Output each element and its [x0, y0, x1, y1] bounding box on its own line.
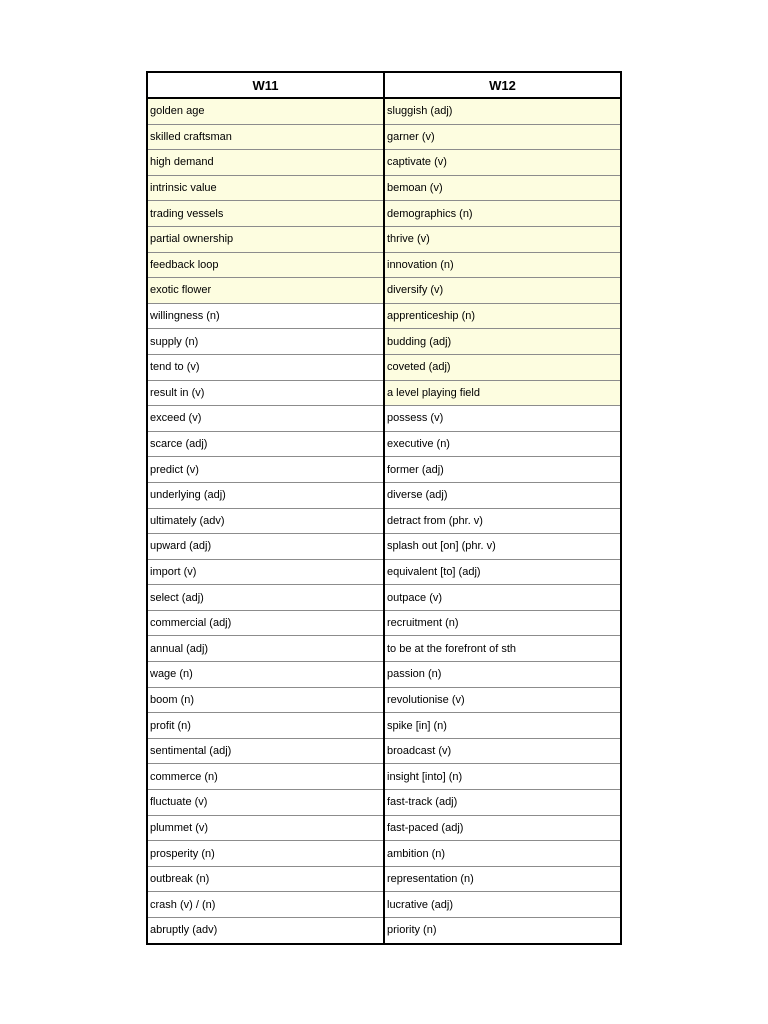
cell-w12: passion (n)	[384, 662, 621, 688]
cell-w11: intrinsic value	[147, 175, 384, 201]
cell-w12: splash out [on] (phr. v)	[384, 534, 621, 560]
cell-w11: underlying (adj)	[147, 482, 384, 508]
cell-w11: fluctuate (v)	[147, 790, 384, 816]
cell-w12: coveted (adj)	[384, 354, 621, 380]
table-row	[147, 508, 621, 534]
cell-w11: upward (adj)	[147, 534, 384, 560]
cell-w12: fast-paced (adj)	[384, 815, 621, 841]
column-header-w12: W12	[384, 72, 621, 98]
table-row	[147, 841, 621, 867]
cell-w11: outbreak (n)	[147, 866, 384, 892]
table-row	[147, 764, 621, 790]
cell-w12: garner (v)	[384, 124, 621, 150]
cell-w11: exotic flower	[147, 278, 384, 304]
cell-w12: demographics (n)	[384, 201, 621, 227]
cell-w11: tend to (v)	[147, 354, 384, 380]
vocabulary-table	[146, 71, 622, 945]
table-row	[147, 585, 621, 611]
cell-w12: sluggish (adj)	[384, 98, 621, 124]
cell-w12: fast-track (adj)	[384, 790, 621, 816]
table-row	[147, 662, 621, 688]
cell-w12: budding (adj)	[384, 329, 621, 355]
table-row	[147, 124, 621, 150]
cell-w12: priority (n)	[384, 918, 621, 944]
cell-w11: profit (n)	[147, 713, 384, 739]
table-row	[147, 175, 621, 201]
cell-w12: insight [into] (n)	[384, 764, 621, 790]
table-row	[147, 150, 621, 176]
cell-w12: lucrative (adj)	[384, 892, 621, 918]
cell-w12: diverse (adj)	[384, 482, 621, 508]
table-row	[147, 636, 621, 662]
table-row	[147, 201, 621, 227]
cell-w11: boom (n)	[147, 687, 384, 713]
table-body	[147, 98, 621, 944]
cell-w11: skilled craftsman	[147, 124, 384, 150]
cell-w12: equivalent [to] (adj)	[384, 559, 621, 585]
cell-w12: apprenticeship (n)	[384, 303, 621, 329]
cell-w12: ambition (n)	[384, 841, 621, 867]
cell-w11: willingness (n)	[147, 303, 384, 329]
table-row	[147, 226, 621, 252]
table-row	[147, 738, 621, 764]
table-row	[147, 431, 621, 457]
table-row	[147, 98, 621, 124]
table-row	[147, 380, 621, 406]
cell-w11: import (v)	[147, 559, 384, 585]
cell-w12: former (adj)	[384, 457, 621, 483]
cell-w11: feedback loop	[147, 252, 384, 278]
header-row	[147, 72, 621, 98]
cell-w12: captivate (v)	[384, 150, 621, 176]
table-row	[147, 252, 621, 278]
table-row	[147, 918, 621, 944]
cell-w12: to be at the forefront of sth	[384, 636, 621, 662]
cell-w12: outpace (v)	[384, 585, 621, 611]
table-row	[147, 687, 621, 713]
cell-w11: wage (n)	[147, 662, 384, 688]
table-row	[147, 815, 621, 841]
table-row	[147, 713, 621, 739]
cell-w11: predict (v)	[147, 457, 384, 483]
cell-w12: spike [in] (n)	[384, 713, 621, 739]
cell-w12: executive (n)	[384, 431, 621, 457]
cell-w11: sentimental (adj)	[147, 738, 384, 764]
table-row	[147, 406, 621, 432]
cell-w12: innovation (n)	[384, 252, 621, 278]
table-row	[147, 534, 621, 560]
table-row	[147, 559, 621, 585]
cell-w11: trading vessels	[147, 201, 384, 227]
cell-w11: annual (adj)	[147, 636, 384, 662]
cell-w12: a level playing field	[384, 380, 621, 406]
cell-w12: detract from (phr. v)	[384, 508, 621, 534]
table-row	[147, 457, 621, 483]
cell-w11: scarce (adj)	[147, 431, 384, 457]
cell-w12: bemoan (v)	[384, 175, 621, 201]
cell-w11: exceed (v)	[147, 406, 384, 432]
table-row	[147, 482, 621, 508]
cell-w11: commerce (n)	[147, 764, 384, 790]
cell-w11: prosperity (n)	[147, 841, 384, 867]
column-header-w11: W11	[147, 72, 384, 98]
table-row	[147, 354, 621, 380]
cell-w11: ultimately (adv)	[147, 508, 384, 534]
cell-w11: partial ownership	[147, 226, 384, 252]
cell-w11: crash (v) / (n)	[147, 892, 384, 918]
table-header	[147, 72, 621, 98]
cell-w11: golden age	[147, 98, 384, 124]
table-row	[147, 790, 621, 816]
cell-w12: possess (v)	[384, 406, 621, 432]
cell-w12: broadcast (v)	[384, 738, 621, 764]
cell-w12: revolutionise (v)	[384, 687, 621, 713]
cell-w12: recruitment (n)	[384, 610, 621, 636]
cell-w12: representation (n)	[384, 866, 621, 892]
cell-w12: diversify (v)	[384, 278, 621, 304]
cell-w12: thrive (v)	[384, 226, 621, 252]
cell-w11: result in (v)	[147, 380, 384, 406]
table-row	[147, 303, 621, 329]
cell-w11: high demand	[147, 150, 384, 176]
cell-w11: select (adj)	[147, 585, 384, 611]
cell-w11: abruptly (adv)	[147, 918, 384, 944]
table-row	[147, 892, 621, 918]
cell-w11: supply (n)	[147, 329, 384, 355]
table-row	[147, 866, 621, 892]
table-row	[147, 610, 621, 636]
cell-w11: commercial (adj)	[147, 610, 384, 636]
table-row	[147, 278, 621, 304]
cell-w11: plummet (v)	[147, 815, 384, 841]
table-row	[147, 329, 621, 355]
